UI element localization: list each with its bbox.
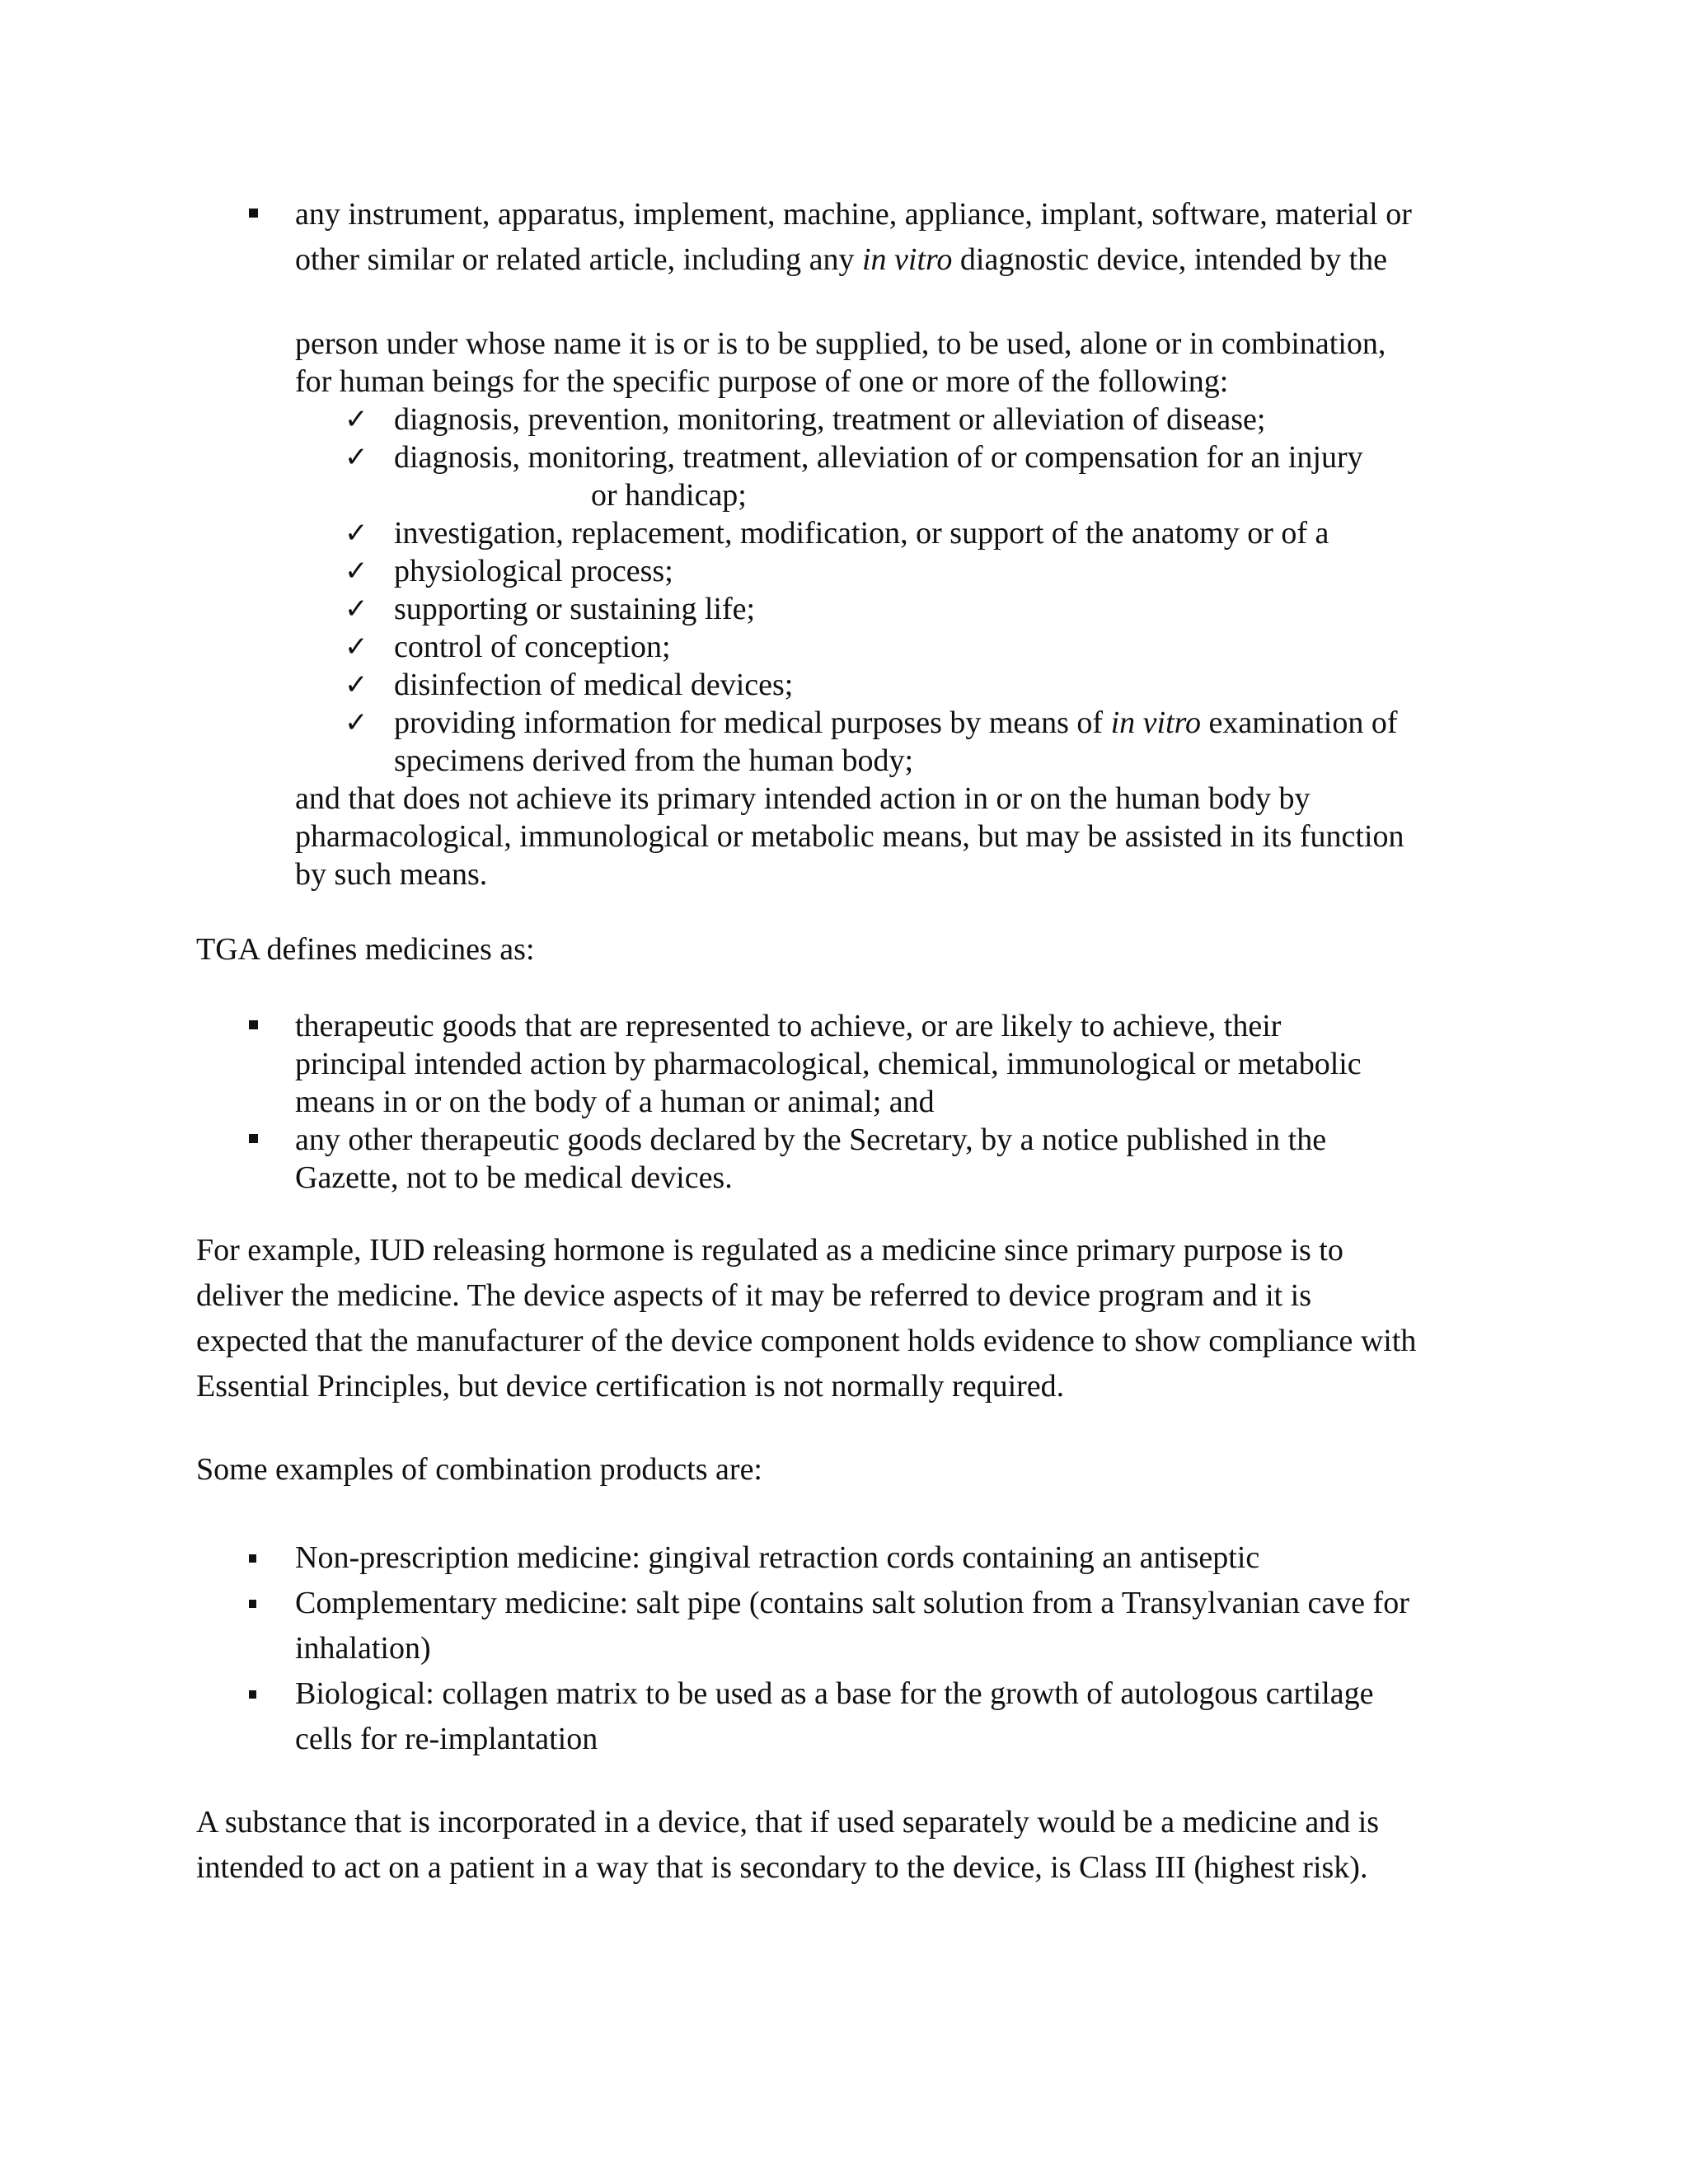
square-bullet-icon xyxy=(249,1134,258,1143)
device-def-line-1: any instrument, apparatus, implement, machine, appliance, implant, software, material or xyxy=(295,197,1412,232)
device-def-tail: pharmacological, immunological or metabolic means, but may be assisted in its function xyxy=(295,819,1404,854)
check-item: control of conception; xyxy=(394,630,671,664)
check-item-last-wrap: specimens derived from the human body; xyxy=(394,743,914,778)
device-def-tail: and that does not achieve its primary intended action in or on the human body by xyxy=(295,781,1311,816)
square-bullet-icon xyxy=(249,1600,256,1608)
example-paragraph-line: deliver the medicine. The device aspects of it may be referred to device program and it is xyxy=(196,1278,1312,1313)
substance-paragraph-line: intended to act on a patient in a way that is secondary to the device, is Class III (highest risk). xyxy=(196,1850,1368,1885)
device-def-tail: by such means. xyxy=(295,857,488,892)
combination-item-line: Non-prescription medicine: gingival retraction cords containing an antiseptic xyxy=(295,1540,1260,1575)
square-bullet-icon xyxy=(249,1690,256,1699)
checkmark-icon: ✓ xyxy=(345,630,368,663)
substance-paragraph-line: A substance that is incorporated in a device, that if used separately would be a medicine and is xyxy=(196,1805,1380,1840)
device-def-cont-2: for human beings for the specific purpose of one or more of the following: xyxy=(295,364,1229,399)
medicines-bullet-line: principal intended action by pharmacological, chemical, immunological or metabolic xyxy=(295,1047,1362,1081)
combination-item-line: inhalation) xyxy=(295,1631,431,1666)
medicines-bullet-line: any other therapeutic goods declared by the Secretary, by a notice published in the xyxy=(295,1122,1327,1157)
device-def-cont-1: person under whose name it is or is to be supplied, to be used, alone or in combination, xyxy=(295,326,1386,361)
example-paragraph-line: expected that the manufacturer of the device component holds evidence to show compliance with xyxy=(196,1324,1417,1358)
square-bullet-icon xyxy=(249,209,258,218)
check-item-last: providing information for medical purposes by means of in vitro examination of xyxy=(394,705,1398,740)
combination-heading: Some examples of combination products are: xyxy=(196,1452,762,1487)
square-bullet-icon xyxy=(249,1020,258,1029)
combination-item-line: Biological: collagen matrix to be used as a base for the growth of autologous cartilage xyxy=(295,1676,1374,1711)
device-def-line-2: other similar or related article, including any in vitro diagnostic device, intended by the xyxy=(295,242,1388,277)
checkmark-icon: ✓ xyxy=(345,403,368,436)
check-item-wrap: or handicap; xyxy=(591,478,747,513)
checkmark-icon: ✓ xyxy=(345,706,368,739)
checkmark-icon: ✓ xyxy=(345,517,368,550)
checkmark-icon: ✓ xyxy=(345,441,368,474)
checkmark-icon: ✓ xyxy=(345,593,368,626)
check-item: supporting or sustaining life; xyxy=(394,592,756,626)
medicines-bullet-line: means in or on the body of a human or animal; and xyxy=(295,1085,935,1119)
check-item: disinfection of medical devices; xyxy=(394,668,794,702)
example-paragraph-line: Essential Principles, but device certification is not normally required. xyxy=(196,1369,1065,1404)
square-bullet-icon xyxy=(249,1554,256,1563)
check-item: investigation, replacement, modification, or support of the anatomy or of a xyxy=(394,516,1329,551)
combination-item-line: cells for re-implantation xyxy=(295,1722,598,1756)
check-item: diagnosis, prevention, monitoring, treatment or alleviation of disease; xyxy=(394,402,1266,437)
combination-item-line: Complementary medicine: salt pipe (contains salt solution from a Transylvanian cave for xyxy=(295,1586,1409,1620)
checkmark-icon: ✓ xyxy=(345,668,368,701)
medicines-bullet-line: Gazette, not to be medical devices. xyxy=(295,1160,733,1195)
example-paragraph-line: For example, IUD releasing hormone is regulated as a medicine since primary purpose is to xyxy=(196,1233,1343,1268)
check-item: physiological process; xyxy=(394,554,673,588)
check-item: diagnosis, monitoring, treatment, alleviation of or compensation for an injury xyxy=(394,440,1363,475)
medicines-bullet-line: therapeutic goods that are represented to achieve, or are likely to achieve, their xyxy=(295,1009,1282,1043)
medicines-heading: TGA defines medicines as: xyxy=(196,932,535,967)
checkmark-icon: ✓ xyxy=(345,555,368,588)
